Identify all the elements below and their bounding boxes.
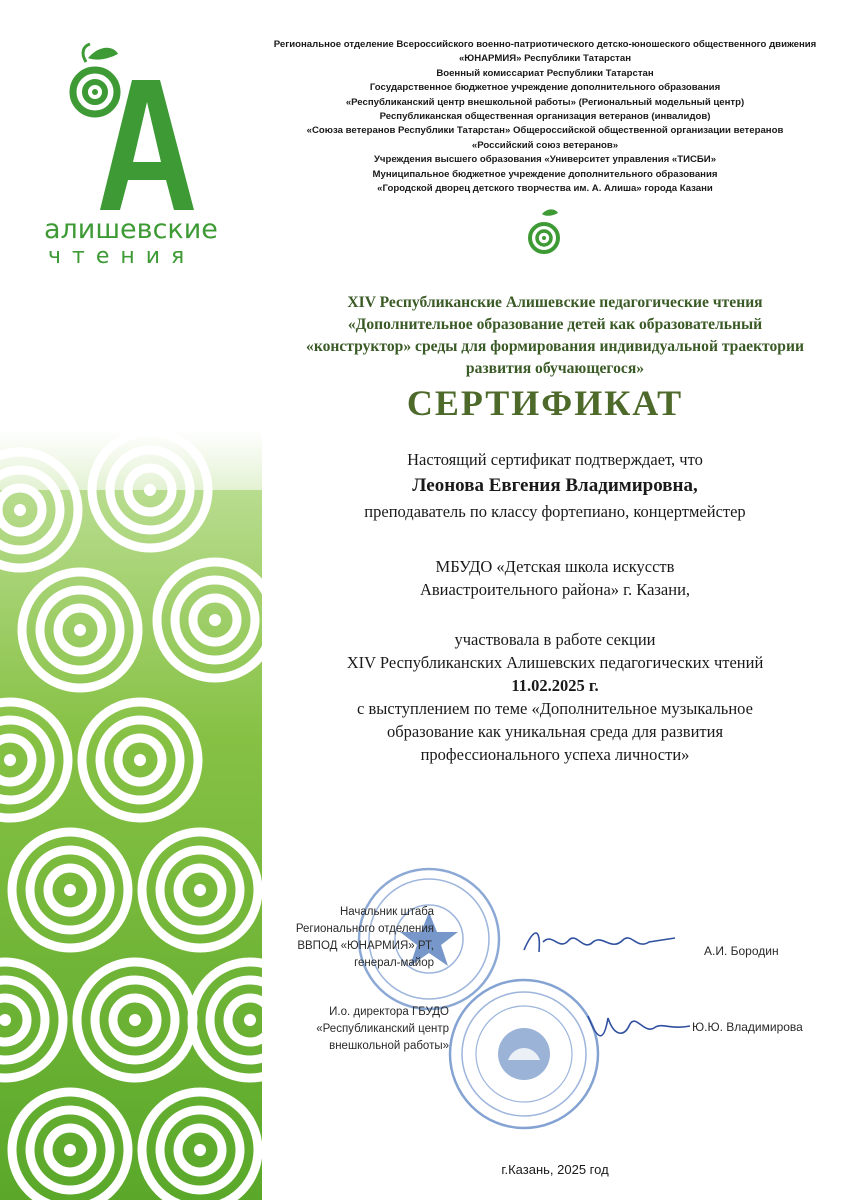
signature-title-1: [284, 904, 434, 972]
participation-line: XIV Республиканских Алишевских педагогических чтений: [346, 653, 764, 672]
organizer-line: «Российский союз ветеранов»: [471, 139, 619, 151]
school-line: Авиастроительного района» г. Казани,: [419, 580, 691, 599]
participation-line: участвовала в работе секции: [454, 630, 656, 649]
organizer-line: Военный комиссариат Республики Татарстан: [436, 67, 654, 79]
topic-line: профессионального успеха личности»: [420, 745, 690, 764]
signature-title-line: «Республиканский центр: [316, 1023, 449, 1035]
school-stamp: [444, 974, 604, 1134]
event-title-line: «конструктор» среды для формирования индивидуальной траектории: [306, 338, 804, 355]
signature-borodin: [519, 922, 679, 962]
event-title-line: XIV Республиканские Алишевские педагогические чтения: [347, 294, 763, 311]
apple-spiral-icon: [40, 40, 240, 220]
school-line: МБУДО «Детская школа искусств: [435, 557, 675, 576]
signature-vladimirova: [584, 1006, 694, 1046]
apple-spiral-small-icon: [526, 208, 562, 256]
organizer-line: Республиканская общественная организация ветеранов (инвалидов): [379, 111, 711, 123]
event-title-line: «Дополнительное образование детей как образовательный: [347, 316, 763, 333]
event-date: 11.02.2025 г.: [511, 676, 599, 695]
organizer-line: «Республиканский центр внешкольной работы» (Региональный модельный центр): [345, 96, 745, 108]
event-title: [262, 292, 848, 380]
confirm-text: Настоящий сертификат подтверждает, что: [407, 450, 703, 469]
signatures-block: [284, 864, 824, 1134]
signature-title-line: ВВПОД «ЮНАРМИЯ» РТ,: [297, 940, 434, 952]
signature-title-line: И.о. директора ГБУДО: [329, 1006, 449, 1018]
footer-place-year: г.Казань, 2025 год: [501, 1162, 609, 1177]
signature-title-2: [284, 1004, 449, 1055]
topic-line: образование как уникальная среда для развития: [386, 722, 724, 741]
person-name: Леонова Евгения Владимировна,: [412, 475, 698, 496]
organizer-line: «Союза ветеранов Республики Татарстан» Общероссийской общественной организации ветеранов: [306, 125, 784, 137]
organizer-line: Региональное отделение Всероссийского военно-патриотического детско-юношеского общественного движения: [273, 39, 817, 50]
organizer-line: «ЮНАРМИЯ» Республики Татарстан: [458, 53, 632, 65]
signature-name-1: А.И. Бородин: [704, 944, 779, 958]
organizer-line: Государственное бюджетное учреждение дополнительного образования: [369, 82, 721, 94]
signature-title-line: Регионального отделения: [295, 923, 434, 935]
event-title-line: развития обучающегося»: [465, 360, 645, 377]
logo-subtitle: чтения: [48, 244, 196, 269]
organizer-line: «Городской дворец детского творчества им. А. Алиша» города Казани: [377, 183, 713, 195]
person-position: преподаватель по классу фортепиано, концертмейстер: [364, 502, 746, 521]
signature-title-line: генерал-майор: [354, 957, 434, 969]
participation-text: [262, 628, 848, 766]
signature-title-line: внешкольной работы»: [329, 1040, 449, 1052]
organizer-line: Муниципальное бюджетное учреждение дополнительного образования: [372, 168, 718, 180]
signature-name-2: Ю.Ю. Владимирова: [692, 1020, 803, 1034]
topic-line: с выступлением по теме «Дополнительное музыкальное: [357, 699, 753, 718]
organizer-line: Учреждения высшего образования «Университет управления «ТИСБИ»: [373, 154, 717, 166]
signature-title-line: Начальник штаба: [339, 906, 434, 918]
logo-title: алишевские: [44, 214, 218, 245]
school-name: [262, 555, 848, 601]
decorative-spiral-band: [0, 430, 262, 1200]
certificate-heading: СЕРТИФИКАТ: [406, 383, 684, 423]
organizers-list: [250, 38, 840, 196]
